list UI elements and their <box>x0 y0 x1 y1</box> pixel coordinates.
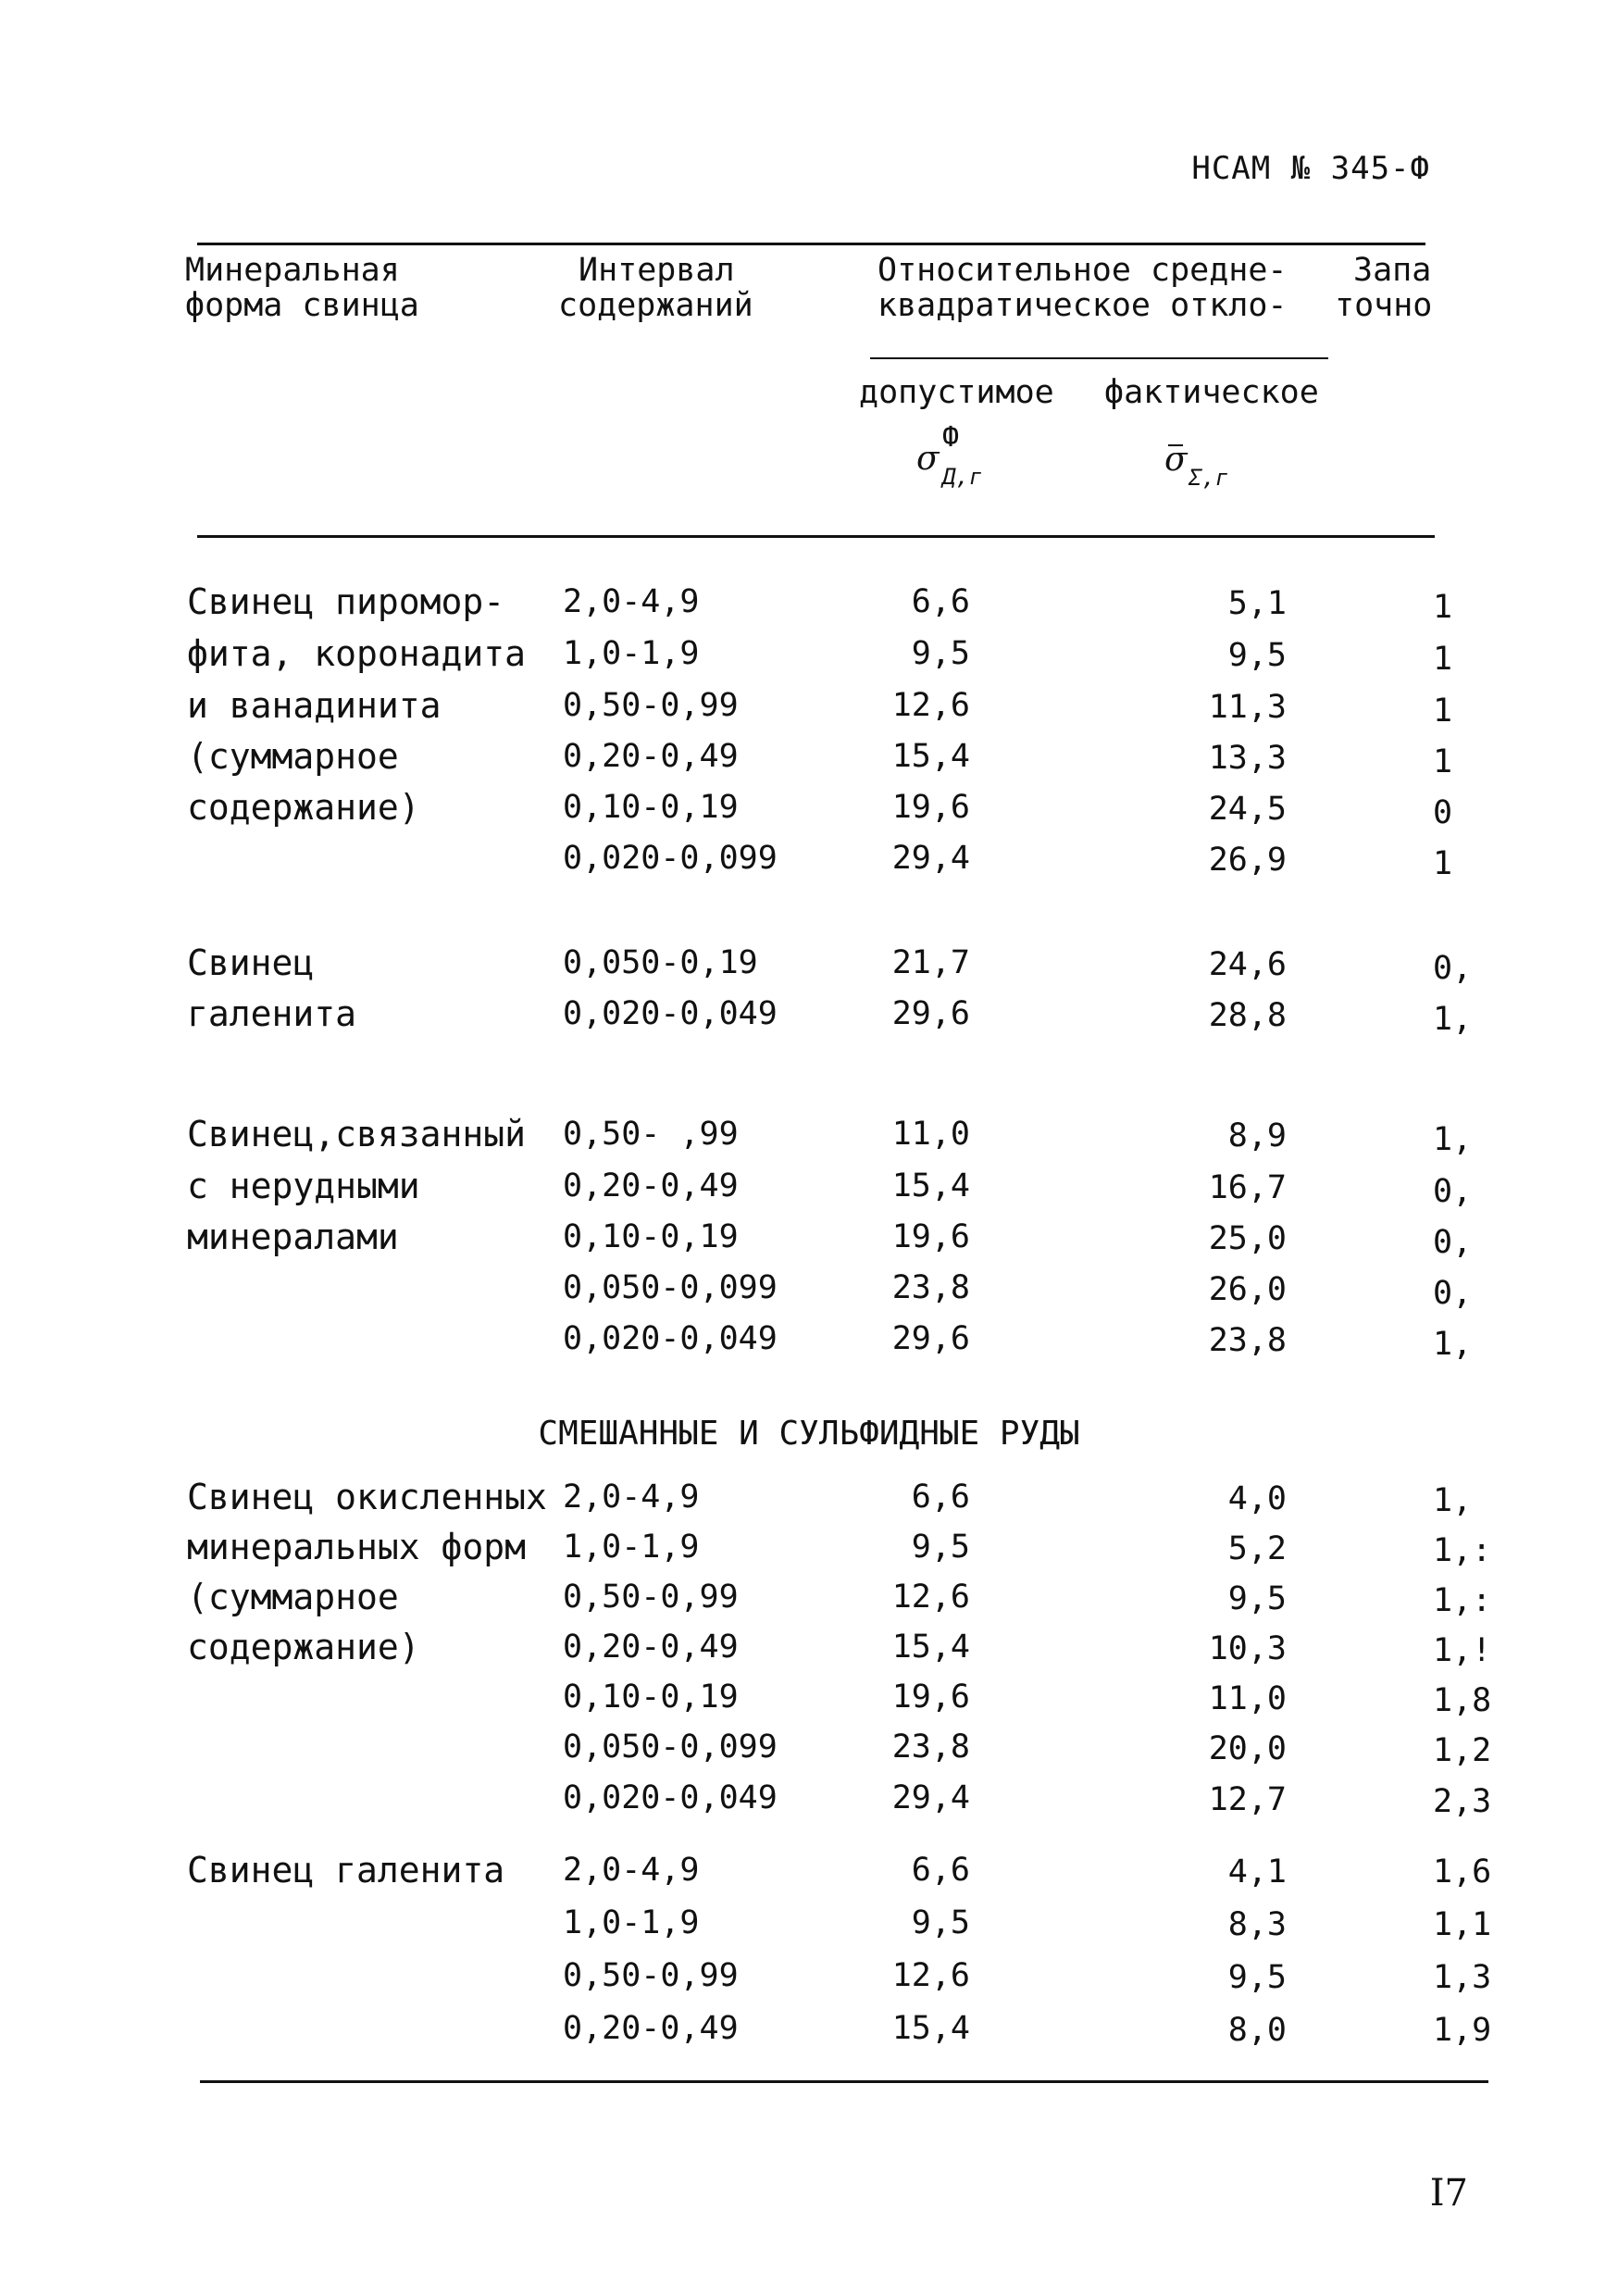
form-g4-l3: (суммарное <box>187 1577 399 1617</box>
header-form-line2: форма свинца <box>185 287 419 324</box>
range-cell: 0,020-0,049 <box>563 1320 778 1357</box>
stock-cell: 1, <box>1433 1121 1473 1158</box>
stock-cell: 1,1 <box>1433 1906 1492 1943</box>
permissible-cell: 29,4 <box>891 840 970 877</box>
actual-cell: 10,3 <box>1208 1630 1287 1667</box>
header-rsd-line2: квадратическое откло- <box>877 287 1288 324</box>
actual-cell: 23,8 <box>1208 1322 1287 1359</box>
permissible-cell: 12,6 <box>891 1957 970 1994</box>
header-interval-line2: содержаний <box>558 287 753 324</box>
permissible-cell: 15,4 <box>891 1167 970 1204</box>
form-g5-l1: Свинец галенита <box>187 1850 505 1890</box>
form-g2-l1: Свинец <box>187 942 315 983</box>
header-bottom-rule <box>197 535 1435 538</box>
range-cell: 0,020-0,049 <box>563 995 778 1032</box>
form-g3-l2: с нерудными <box>187 1166 420 1206</box>
header-rsd-line1: Относительное средне- <box>877 252 1288 289</box>
actual-cell: 16,7 <box>1208 1169 1287 1206</box>
range-cell: 0,050-0,19 <box>563 944 758 981</box>
permissible-cell: 11,0 <box>891 1116 970 1153</box>
actual-cell: 5,2 <box>1227 1530 1287 1567</box>
permissible-cell: 19,6 <box>891 789 970 826</box>
range-cell: 0,020-0,099 <box>563 840 778 877</box>
permissible-cell: 23,8 <box>891 1269 970 1306</box>
section-title: СМЕШАННЫЕ И СУЛЬФИДНЫЕ РУДЫ <box>538 1415 1080 1453</box>
stock-cell: 1 <box>1433 589 1453 626</box>
perm-superscript: Ф <box>942 421 960 454</box>
actual-cell: 8,0 <box>1227 2012 1287 2049</box>
stock-cell: 1, <box>1433 1482 1473 1519</box>
stock-cell: 1,3 <box>1433 1959 1492 1996</box>
header-stock-line2: точно <box>1335 287 1433 324</box>
permissible-cell: 29,6 <box>891 1320 970 1357</box>
stock-cell: 1,6 <box>1433 1853 1492 1890</box>
perm-subscript: Д,г <box>942 464 983 490</box>
actual-deviation-symbol <box>1164 433 1276 498</box>
range-cell: 2,0-4,9 <box>563 1479 700 1516</box>
range-cell: 1,0-1,9 <box>563 1904 700 1941</box>
stock-cell: 0, <box>1433 1173 1473 1210</box>
permissible-cell: 6,6 <box>911 583 970 620</box>
actual-cell: 12,7 <box>1208 1781 1287 1818</box>
actual-sigma: σ <box>1164 441 1188 479</box>
actual-subscript: Σ,г <box>1189 465 1229 491</box>
form-g3-l3: минералами <box>187 1217 399 1257</box>
range-cell: 0,50- ,99 <box>563 1116 739 1153</box>
form-g4-l1: Свинец окисленных <box>187 1477 547 1517</box>
header-interval-line1: Интервал <box>579 252 735 289</box>
stock-cell: 1, <box>1433 1001 1473 1038</box>
permissible-cell: 19,6 <box>891 1218 970 1255</box>
range-cell: 0,020-0,049 <box>563 1779 778 1816</box>
permissible-cell: 12,6 <box>891 687 970 724</box>
form-g1-l4: (суммарное <box>187 736 399 777</box>
actual-cell: 9,5 <box>1227 1580 1287 1617</box>
range-cell: 0,20-0,49 <box>563 738 739 775</box>
actual-cell: 26,0 <box>1208 1271 1287 1308</box>
permissible-cell: 21,7 <box>891 944 970 981</box>
form-g1-l1: Свинец пиромор- <box>187 581 505 622</box>
range-cell: 0,10-0,19 <box>563 1218 739 1255</box>
permissible-cell: 15,4 <box>891 738 970 775</box>
range-cell: 0,50-0,99 <box>563 1957 739 1994</box>
table-top-rule <box>197 243 1425 245</box>
permissible-cell: 15,4 <box>891 2010 970 2047</box>
stock-cell: 0, <box>1433 950 1473 987</box>
header-actual: фактическое <box>1104 374 1319 411</box>
stock-cell: 1,9 <box>1433 2012 1492 2049</box>
permissible-cell: 6,6 <box>911 1479 970 1516</box>
range-cell: 0,20-0,49 <box>563 2010 739 2047</box>
range-cell: 0,050-0,099 <box>563 1269 778 1306</box>
perm-sigma: σ <box>916 440 940 478</box>
stock-cell: 2,3 <box>1433 1783 1492 1820</box>
permissible-cell: 12,6 <box>891 1578 970 1616</box>
range-cell: 2,0-4,9 <box>563 583 700 620</box>
form-g4-l4: содержание) <box>187 1627 420 1667</box>
form-g1-l5: содержание) <box>187 787 420 828</box>
actual-cell: 5,1 <box>1227 585 1287 622</box>
header-permissible: допустимое <box>859 374 1054 411</box>
range-cell: 0,20-0,49 <box>563 1167 739 1204</box>
actual-cell: 9,5 <box>1227 1959 1287 1996</box>
range-cell: 0,10-0,19 <box>563 789 739 826</box>
permissible-deviation-symbol <box>916 421 1027 495</box>
range-cell: 2,0-4,9 <box>563 1852 700 1889</box>
stock-cell: 1 <box>1433 743 1453 780</box>
actual-cell: 25,0 <box>1208 1220 1287 1257</box>
actual-cell: 13,3 <box>1208 740 1287 777</box>
page-number: I7 <box>1429 2172 1468 2215</box>
stock-cell: 1, <box>1433 1326 1473 1363</box>
range-cell: 1,0-1,9 <box>563 1529 700 1566</box>
actual-cell: 28,8 <box>1208 997 1287 1034</box>
form-g3-l1: Свинец,связанный <box>187 1114 527 1154</box>
actual-cell: 9,5 <box>1227 637 1287 674</box>
actual-cell: 8,9 <box>1227 1117 1287 1154</box>
form-g2-l2: галенита <box>187 993 357 1034</box>
stock-cell: 1,8 <box>1433 1682 1492 1719</box>
document-code: НСАМ № 345-Ф <box>1191 150 1430 187</box>
permissible-cell: 19,6 <box>891 1678 970 1716</box>
actual-cell: 24,5 <box>1208 791 1287 828</box>
stock-cell: 0 <box>1433 794 1453 831</box>
permissible-cell: 29,4 <box>891 1779 970 1816</box>
header-subrule <box>870 357 1328 359</box>
permissible-cell: 23,8 <box>891 1728 970 1766</box>
form-g1-l3: и ванадинита <box>187 685 442 726</box>
permissible-cell: 9,5 <box>911 1904 970 1941</box>
stock-cell: 0, <box>1433 1224 1473 1261</box>
range-cell: 0,20-0,49 <box>563 1628 739 1666</box>
header-form-line1: Минеральная <box>185 252 400 289</box>
actual-cell: 4,0 <box>1227 1480 1287 1517</box>
range-cell: 0,50-0,99 <box>563 1578 739 1616</box>
permissible-cell: 15,4 <box>891 1628 970 1666</box>
permissible-cell: 9,5 <box>911 635 970 672</box>
form-g1-l2: фита, коронадита <box>187 633 527 674</box>
range-cell: 0,10-0,19 <box>563 1678 739 1716</box>
stock-cell: 1 <box>1433 845 1453 882</box>
stock-cell: 1 <box>1433 641 1453 678</box>
permissible-cell: 29,6 <box>891 995 970 1032</box>
range-cell: 0,50-0,99 <box>563 687 739 724</box>
permissible-cell: 6,6 <box>911 1852 970 1889</box>
stock-cell: 1,! <box>1433 1632 1492 1669</box>
range-cell: 1,0-1,9 <box>563 635 700 672</box>
form-g4-l2: минеральных форм <box>187 1527 527 1567</box>
stock-cell: 1 <box>1433 693 1453 730</box>
actual-cell: 4,1 <box>1227 1853 1287 1890</box>
range-cell: 0,050-0,099 <box>563 1728 778 1766</box>
actual-cell: 8,3 <box>1227 1906 1287 1943</box>
stock-cell: 0, <box>1433 1275 1473 1312</box>
stock-cell: 1,: <box>1433 1532 1492 1569</box>
table-bottom-rule <box>200 2080 1488 2083</box>
actual-cell: 26,9 <box>1208 842 1287 879</box>
header-stock-line1: Запа <box>1353 252 1432 289</box>
stock-cell: 1,2 <box>1433 1732 1492 1769</box>
actual-cell: 11,3 <box>1208 689 1287 726</box>
permissible-cell: 9,5 <box>911 1529 970 1566</box>
stock-cell: 1,: <box>1433 1582 1492 1619</box>
actual-cell: 20,0 <box>1208 1730 1287 1767</box>
actual-cell: 24,6 <box>1208 946 1287 983</box>
actual-cell: 11,0 <box>1208 1680 1287 1717</box>
